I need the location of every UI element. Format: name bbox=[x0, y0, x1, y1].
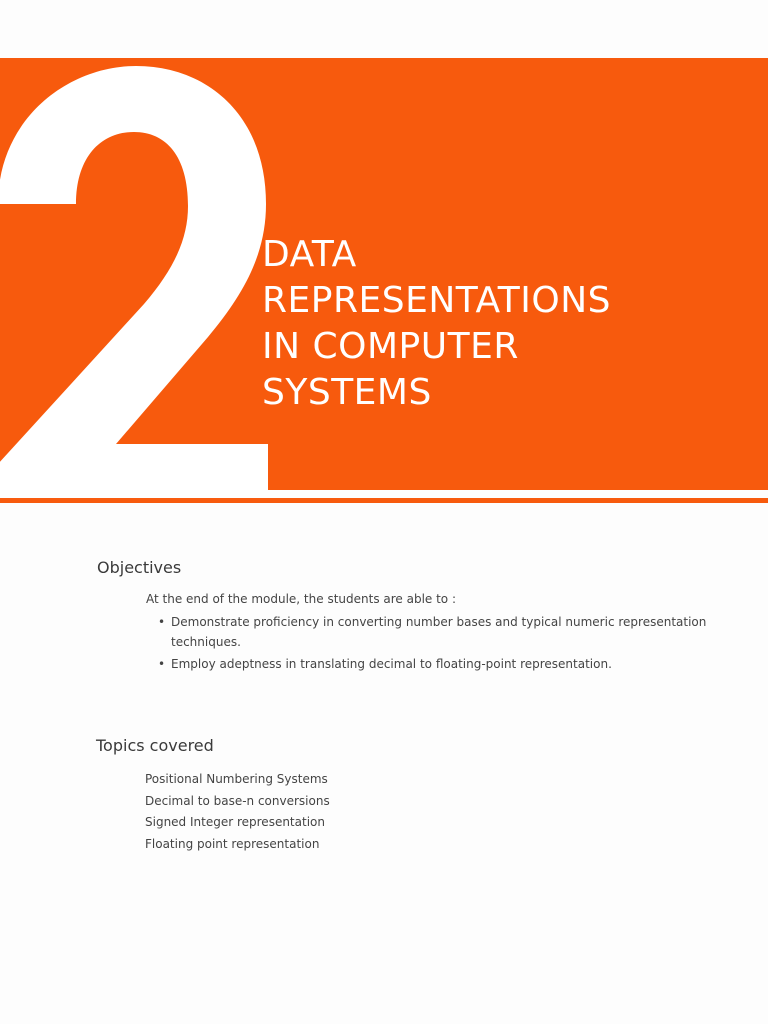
chapter-title-line: IN COMPUTER bbox=[262, 326, 519, 367]
topics-heading: Topics covered bbox=[96, 736, 214, 755]
banner-divider bbox=[0, 498, 768, 503]
chapter-title-line: SYSTEMS bbox=[262, 372, 432, 413]
topic-item: Positional Numbering Systems bbox=[145, 772, 328, 786]
objectives-heading: Objectives bbox=[97, 558, 182, 577]
topic-item: Signed Integer representation bbox=[145, 815, 325, 829]
objective-text: Employ adeptness in translating decimal to floating-point representation. bbox=[171, 657, 612, 671]
objective-text: Demonstrate proficiency in converting number bases and typical numeric representation techniques. bbox=[171, 615, 707, 649]
topic-item: Decimal to base-n conversions bbox=[145, 793, 330, 808]
objectives-intro: At the end of the module, the students are able to : bbox=[146, 592, 457, 606]
topic-item: Floating point representation bbox=[145, 836, 320, 851]
chapter-number-graphic bbox=[0, 58, 276, 490]
chapter-title-line: REPRESENTATIONS bbox=[262, 280, 612, 321]
bullet-icon: • bbox=[158, 657, 166, 671]
chapter-title-line: DATA bbox=[262, 234, 357, 275]
objective-item bbox=[160, 654, 720, 674]
bullet-icon: • bbox=[158, 615, 166, 629]
objectives-list bbox=[160, 612, 720, 676]
objective-item bbox=[160, 612, 720, 652]
chapter-title bbox=[262, 232, 611, 416]
chapter-banner bbox=[0, 58, 768, 490]
chapter-number-shape bbox=[0, 66, 268, 490]
topics-list bbox=[145, 769, 330, 855]
